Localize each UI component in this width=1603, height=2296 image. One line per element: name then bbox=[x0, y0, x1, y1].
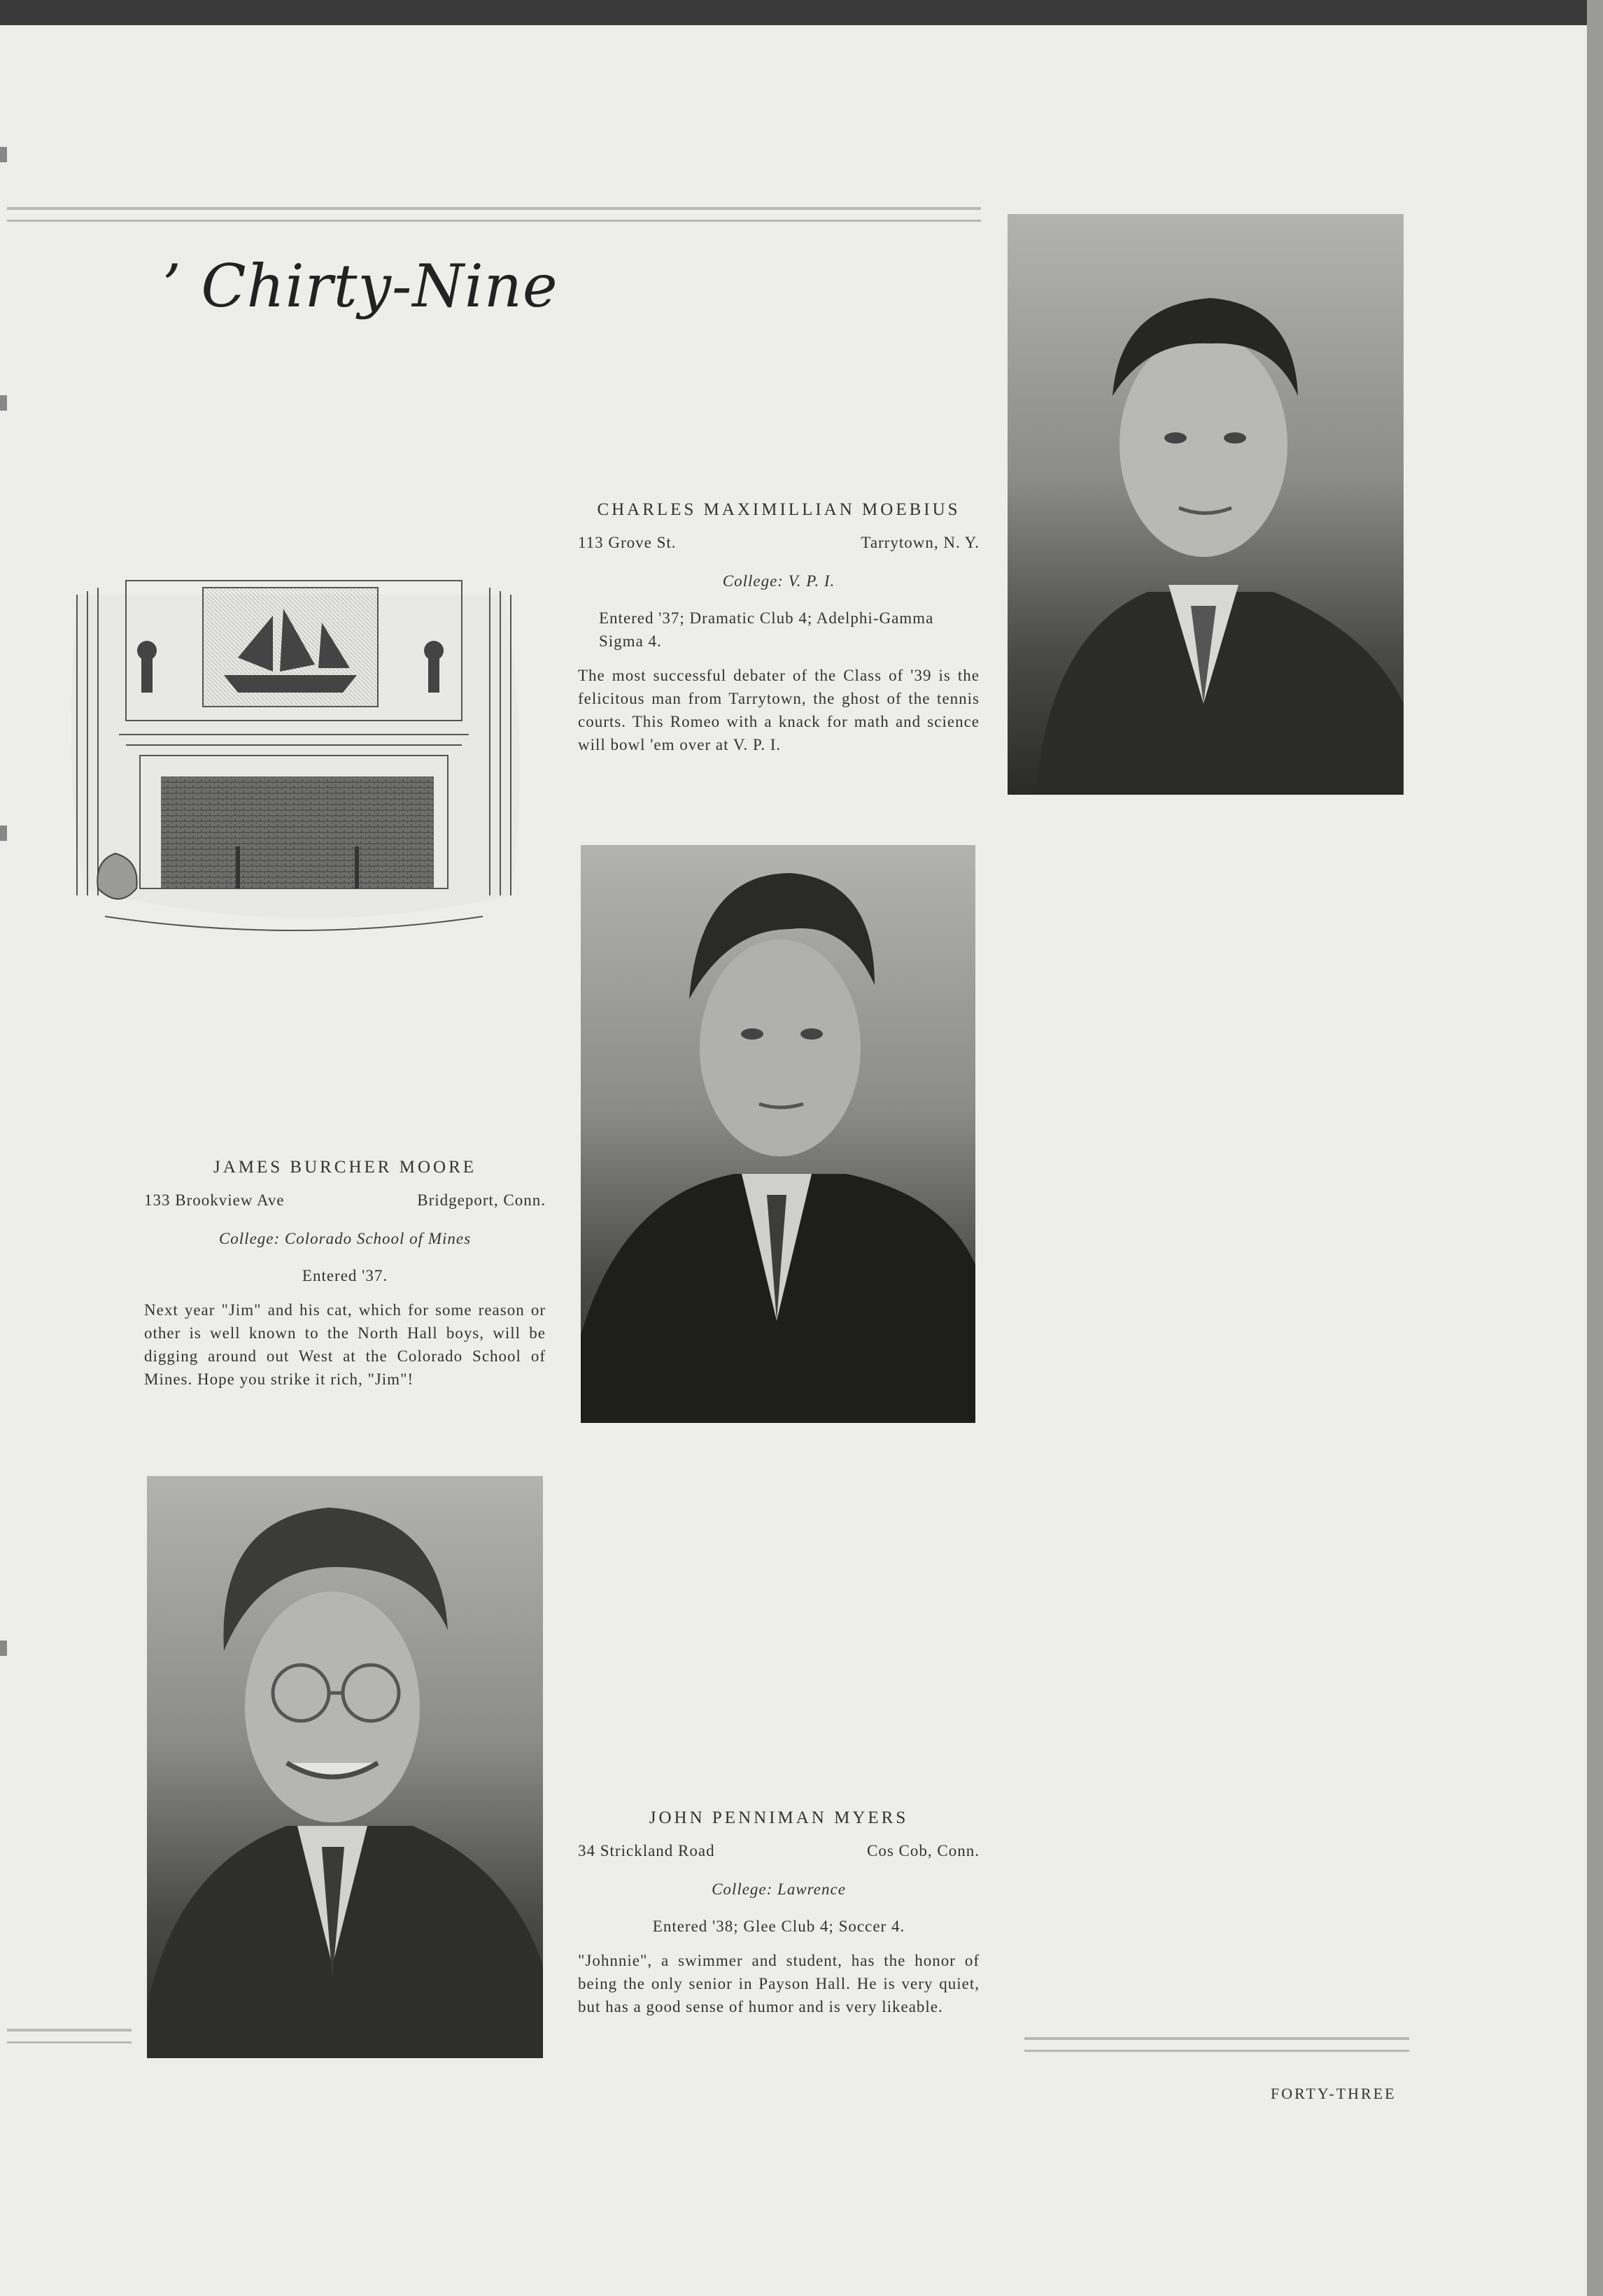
student-name: CHARLES MAXIMILLIAN MOEBIUS bbox=[597, 500, 961, 519]
bio-moore bbox=[144, 1156, 546, 1391]
street: 34 Strickland Road bbox=[578, 1842, 715, 1859]
section-heading: ’ Chirty-Nine bbox=[162, 252, 558, 320]
scan-right-edge bbox=[1587, 0, 1603, 2296]
bottom-left-rule bbox=[7, 2029, 132, 2043]
bottom-right-rule bbox=[1024, 2037, 1409, 2052]
student-college: College: Colorado School of Mines bbox=[218, 1230, 472, 1247]
binding-mark bbox=[0, 1640, 7, 1656]
scan-top-edge bbox=[0, 0, 1603, 25]
portrait-moore bbox=[581, 845, 975, 1423]
student-description: The most successful debater of the Class of '39 is the felicitous man from Tarrytown, the ghost of the tennis courts. This Romeo with a knack for math and science will bowl 'em over at V. P. I. bbox=[578, 667, 980, 753]
bio-myers bbox=[578, 1806, 980, 2018]
student-address bbox=[578, 531, 980, 554]
binding-mark bbox=[0, 147, 7, 162]
student-name: JOHN PENNIMAN MYERS bbox=[649, 1808, 909, 1827]
student-college: College: V. P. I. bbox=[722, 572, 835, 590]
bio-moebius bbox=[578, 498, 980, 756]
street: 113 Grove St. bbox=[578, 534, 677, 551]
student-description: "Johnnie", a swimmer and student, has the honor of being the only senior in Payson Hall. He is very quiet, but has a good sense of humor and is very likeable. bbox=[578, 1952, 980, 2015]
street: 133 Brookview Ave bbox=[144, 1191, 285, 1209]
student-address bbox=[578, 1839, 980, 1862]
student-entered: Entered '37; Dramatic Club 4; Adelphi-Gamma Sigma 4. bbox=[599, 609, 934, 650]
student-description: Next year "Jim" and his cat, which for some reason or other is well known to the North Hall boys, will be digging around out West at the Colorado School of Mines. Hope you strike it rich, "Jim"! bbox=[144, 1301, 546, 1388]
student-entered: Entered '38; Glee Club 4; Soccer 4. bbox=[652, 1918, 905, 1935]
student-entered: Entered '37. bbox=[302, 1267, 388, 1284]
portrait-myers bbox=[147, 1476, 543, 2058]
city: Bridgeport, Conn. bbox=[417, 1191, 546, 1209]
binding-mark bbox=[0, 825, 7, 841]
binding-mark bbox=[0, 395, 7, 411]
page-number: FORTY-THREE bbox=[1271, 2085, 1397, 2102]
city: Cos Cob, Conn. bbox=[867, 1842, 980, 1859]
top-rule bbox=[7, 207, 981, 222]
student-address bbox=[144, 1189, 546, 1212]
portrait-moebius bbox=[1008, 214, 1404, 795]
city: Tarrytown, N. Y. bbox=[861, 534, 980, 551]
student-college: College: Lawrence bbox=[712, 1880, 846, 1898]
student-name: JAMES BURCHER MOORE bbox=[213, 1158, 477, 1177]
fireplace-illustration bbox=[63, 567, 525, 937]
